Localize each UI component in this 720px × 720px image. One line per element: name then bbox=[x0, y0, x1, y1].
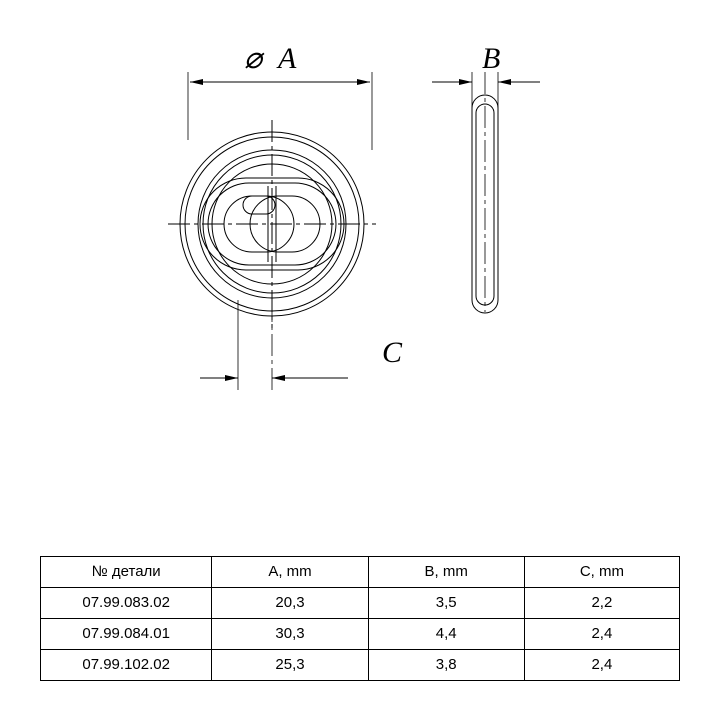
dimension-a bbox=[188, 72, 372, 150]
dimension-c-label: C bbox=[382, 336, 403, 369]
cell-b: 4,4 bbox=[368, 619, 524, 650]
cell-part-number: 07.99.102.02 bbox=[41, 650, 212, 681]
cell-b: 3,8 bbox=[368, 650, 524, 681]
dimension-b bbox=[432, 72, 540, 312]
cell-c: 2,4 bbox=[524, 650, 679, 681]
table-header-part-number: № детали bbox=[41, 557, 212, 588]
dimension-b-label: B bbox=[482, 42, 501, 75]
cell-part-number: 07.99.083.02 bbox=[41, 588, 212, 619]
cell-a: 20,3 bbox=[212, 588, 368, 619]
cell-part-number: 07.99.084.01 bbox=[41, 619, 212, 650]
table-header-row bbox=[41, 557, 680, 588]
cell-a: 25,3 bbox=[212, 650, 368, 681]
dimension-a-diameter-symbol: ⌀ bbox=[244, 42, 263, 75]
cell-c: 2,2 bbox=[524, 588, 679, 619]
dimension-a-label: A bbox=[278, 42, 297, 75]
dimension-c bbox=[200, 300, 348, 390]
table-row bbox=[41, 588, 680, 619]
cell-b: 3,5 bbox=[368, 588, 524, 619]
spec-table bbox=[40, 556, 680, 681]
table-header-a: A, mm bbox=[212, 557, 368, 588]
table-row bbox=[41, 619, 680, 650]
table-header-c: C, mm bbox=[524, 557, 679, 588]
table-header-b: B, mm bbox=[368, 557, 524, 588]
front-view-centerlines bbox=[168, 120, 376, 328]
cell-a: 30,3 bbox=[212, 619, 368, 650]
cell-c: 2,4 bbox=[524, 619, 679, 650]
table-row bbox=[41, 650, 680, 681]
